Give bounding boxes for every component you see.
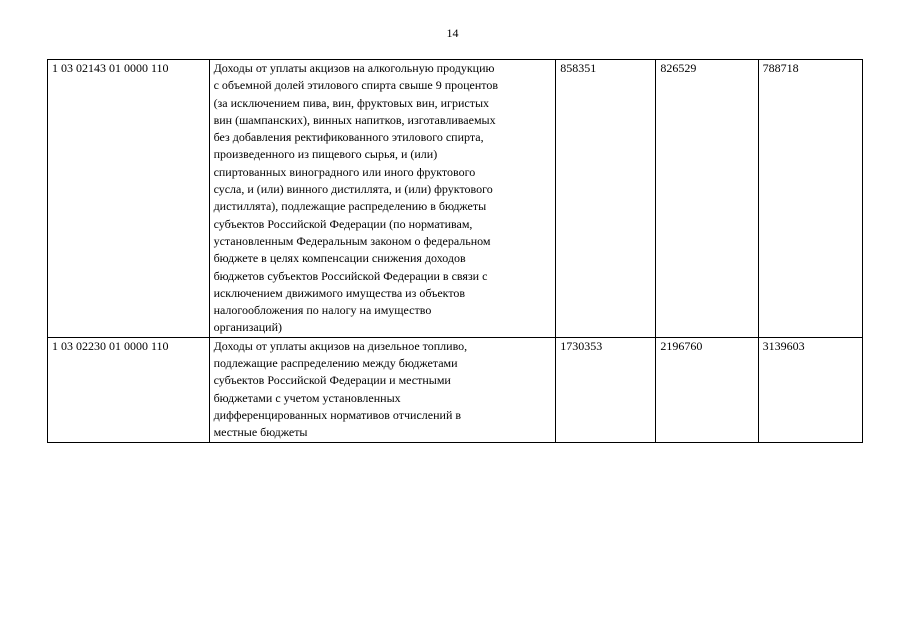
description-line: дифференцированных нормативов отчислений в: [213, 407, 462, 422]
amount-value: 2196760: [656, 337, 758, 442]
description-line: бюджетов субъектов Российской Федерации в связи с: [213, 268, 488, 283]
description-line: с объемной долей этилового спирта свыше 9 процентов: [213, 78, 499, 93]
description-line: субъектов Российской Федерации и местными: [213, 373, 451, 388]
table-row: [48, 60, 863, 338]
table-row: [48, 337, 863, 442]
classification-code: 1 03 02230 01 0000 110: [48, 337, 210, 442]
description-line: местные бюджеты: [213, 425, 308, 440]
description-line: (за исключением пива, вин, фруктовых вин, игристых: [213, 95, 490, 110]
description-line: вин (шампанских), винных напитков, изготавливаемых: [213, 112, 496, 127]
amount-value: 858351: [556, 60, 656, 338]
revenue-description: [209, 337, 556, 442]
budget-revenue-table: [47, 59, 863, 443]
description-line: бюджете в целях компенсации снижения доходов: [213, 251, 466, 266]
classification-code: 1 03 02143 01 0000 110: [48, 60, 210, 338]
description-line: бюджетами с учетом установленных: [213, 390, 401, 405]
description-line: организаций): [213, 320, 282, 335]
description-line: сусла, и (или) винного дистиллята, и (или) фруктового: [213, 182, 493, 197]
description-line: исключением движимого имущества из объектов: [213, 285, 466, 300]
amount-value: 826529: [656, 60, 758, 338]
description-line: Доходы от уплаты акцизов на дизельное топливо,: [213, 338, 468, 353]
description-line: без добавления ректификованного этилового спирта,: [213, 130, 484, 145]
description-line: установленным Федеральным законом о федеральном: [213, 233, 491, 248]
description-line: спиртованных виноградного или иного фруктового: [213, 164, 476, 179]
description-line: подлежащие распределению между бюджетами: [213, 356, 458, 371]
description-line: налогообложения по налогу на имущество: [213, 303, 432, 318]
amount-value: 3139603: [758, 337, 862, 442]
description-line: произведенного из пищевого сырья, и (или): [213, 147, 438, 162]
page-number: 14: [446, 26, 459, 40]
description-line: дистиллята), подлежащие распределению в бюджеты: [213, 199, 487, 214]
amount-value: 788718: [758, 60, 862, 338]
revenue-description: [209, 60, 556, 338]
description-line: субъектов Российской Федерации (по нормативам,: [213, 216, 473, 231]
amount-value: 1730353: [556, 337, 656, 442]
description-line: Доходы от уплаты акцизов на алкогольную продукцию: [213, 61, 495, 75]
